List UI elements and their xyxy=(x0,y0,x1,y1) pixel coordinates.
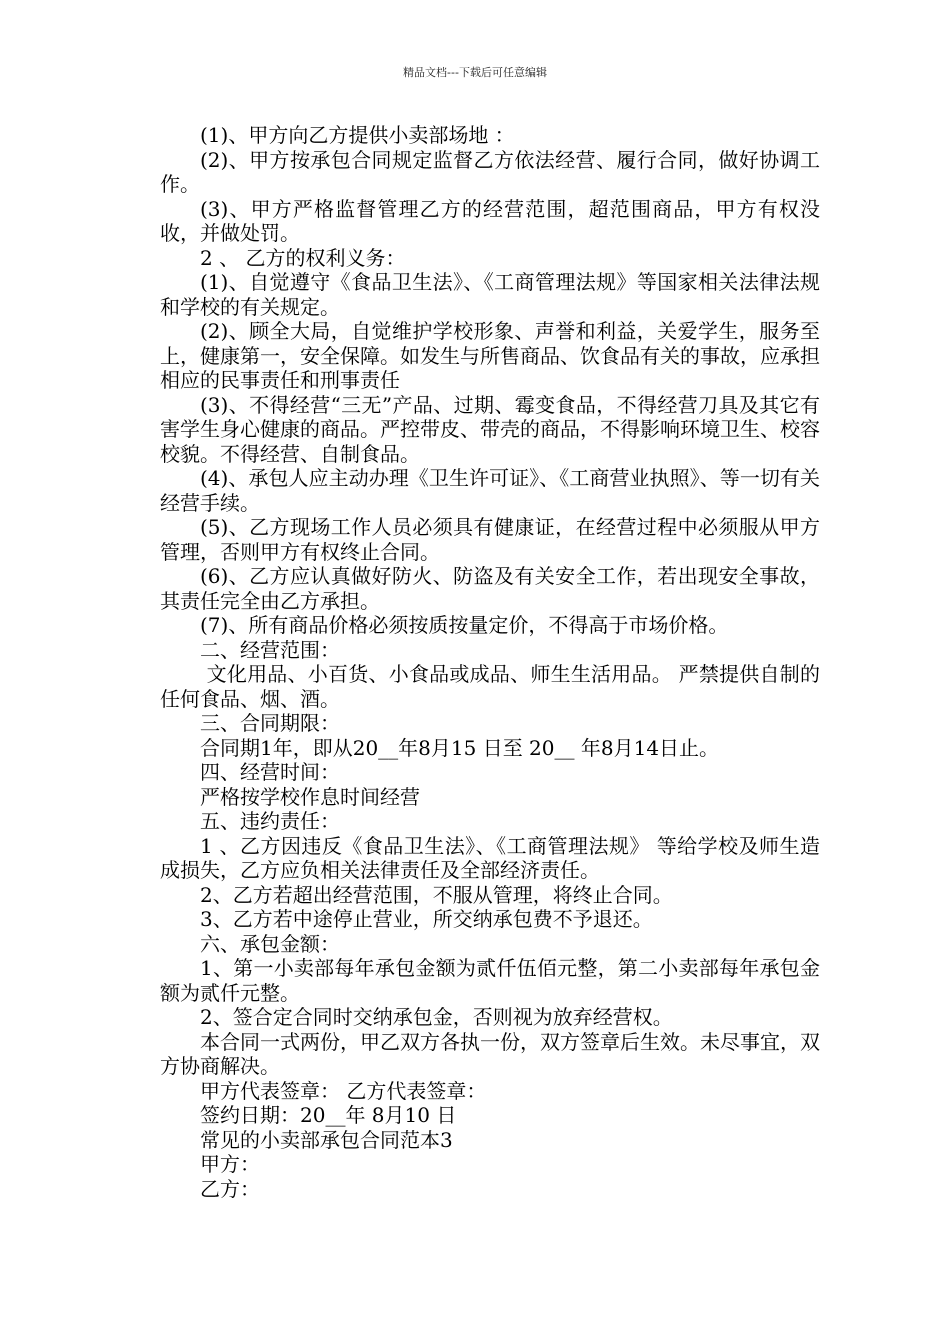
section-heading: 五、违约责任： xyxy=(200,809,340,833)
paragraph: 合同期1年，即从20__年8月15 日至 20__ 年8月14日止。 xyxy=(200,735,720,760)
paragraph: (3)、甲方严格监督管理乙方的经营范围，超范围商品，甲方有权没收，并做处罚。 xyxy=(160,196,820,245)
paragraph: 2、乙方若超出经营范围，不服从管理，将终止合同。 xyxy=(200,882,673,907)
paragraph: (3)、不得经营“三无”产品、过期、霉变食品，不得经营刀具及其它有害学生身心健康的商品。严控带皮、带壳的商品，不得影响环境卫生、校容校貌。不得经营、自制食品。 xyxy=(160,392,820,466)
party-b-label: 乙方： xyxy=(200,1176,260,1201)
paragraph: (7)、所有商品价格必须按质按量定价，不得高于市场价格。 xyxy=(200,613,729,637)
section-heading: 四、经营时间： xyxy=(200,760,340,784)
signature-line: 甲方代表签章： 乙方代表签章： xyxy=(200,1078,487,1103)
paragraph: (2)、顾全大局，自觉维护学校形象、声誉和利益，关爱学生，服务至上，健康第一，安全保障。如发生与所售商品、饮食品有关的事故，应承担相应的民事责任和刑事责任 xyxy=(160,319,820,392)
paragraph: (1)、自觉遵守《食品卫生法》、《工商管理法规》等国家相关法律法规和学校的有关规定。 xyxy=(160,270,820,319)
paragraph: 3、乙方若中途停止营业，所交纳承包费不予退还。 xyxy=(200,907,653,931)
paragraph: 本合同一式两份，甲乙双方各执一份，双方签章后生效。未尽事宜，双方协商解决。 xyxy=(160,1029,820,1078)
paragraph: 2、签合定合同时交纳承包金，否则视为放弃经营权。 xyxy=(200,1005,673,1029)
paragraph: 1 、乙方因违反《食品卫生法》、《工商管理法规》 等给学校及师生造成损失，乙方应负相关法律责任及全部经济责任。 xyxy=(160,833,820,882)
paragraph: 1、第一小卖部每年承包金额为贰仟伍佰元整，第二小卖部每年承包金额为贰仟元整。 xyxy=(160,956,820,1005)
party-a-label: 甲方： xyxy=(200,1152,260,1176)
paragraph: (2)、甲方按承包合同规定监督乙方依法经营、履行合同，做好协调工作。 xyxy=(160,147,820,196)
document-body xyxy=(160,123,820,1201)
paragraph: 严格按学校作息时间经营 xyxy=(200,784,420,809)
next-document-title: 常见的小卖部承包合同范本3 xyxy=(200,1127,453,1152)
paragraph: (1)、甲方向乙方提供小卖部场地 ： xyxy=(200,123,515,147)
signing-date: 签约日期：20__年 8月10 日 xyxy=(200,1103,457,1127)
paragraph: 2 、 乙方的权利义务： xyxy=(200,245,406,270)
page-header: 精品文档---下载后可任意编辑 xyxy=(403,66,547,79)
paragraph: (5)、乙方现场工作人员必须具有健康证，在经营过程中必须服从甲方管理，否则甲方有权终止合同。 xyxy=(160,515,820,564)
section-heading: 三、合同期限： xyxy=(200,711,340,735)
section-heading: 六、承包金额： xyxy=(200,931,340,956)
paragraph: 文化用品、小百货、小食品或成品、师生生活用品。 严禁提供自制的任何食品、烟、酒。 xyxy=(160,662,820,711)
section-heading: 二、经营范围： xyxy=(200,637,340,662)
paragraph: (6)、乙方应认真做好防火、防盗及有关安全工作，若出现安全事故，其责任完全由乙方承担。 xyxy=(160,564,820,613)
paragraph: (4)、承包人应主动办理《卫生许可证》、《工商营业执照》、等一切有关经营手续。 xyxy=(160,466,820,515)
